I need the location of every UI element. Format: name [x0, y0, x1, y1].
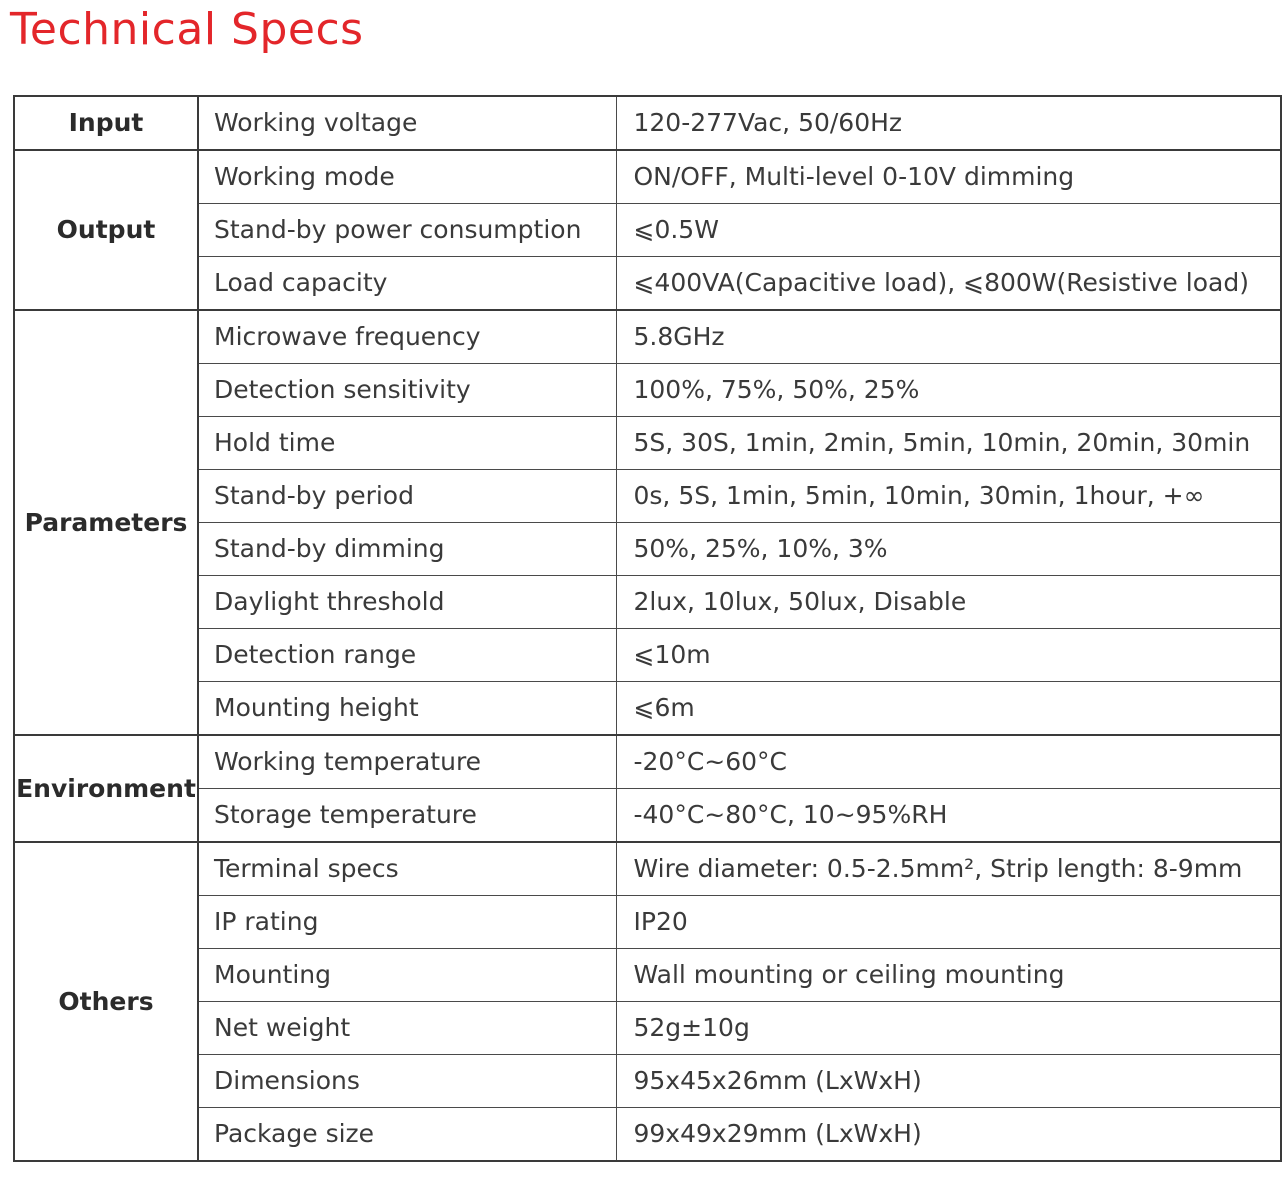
spec-parameter: Net weight — [198, 1002, 616, 1055]
group-label: Others — [14, 842, 198, 1161]
spec-parameter: Storage temperature — [198, 789, 616, 843]
table-row — [14, 257, 1281, 311]
group-label: Input — [14, 96, 198, 150]
spec-parameter: Load capacity — [198, 257, 616, 311]
spec-value: 2lux, 10lux, 50lux, Disable — [616, 576, 1281, 629]
specs-table-body — [14, 96, 1281, 1161]
page-title: Technical Specs — [10, 4, 364, 55]
spec-parameter: Working temperature — [198, 735, 616, 789]
spec-value: 5.8GHz — [616, 310, 1281, 364]
spec-parameter: Hold time — [198, 417, 616, 470]
spec-parameter: Detection range — [198, 629, 616, 682]
table-row — [14, 470, 1281, 523]
table-row — [14, 150, 1281, 204]
spec-parameter: Working voltage — [198, 96, 616, 150]
spec-parameter: Working mode — [198, 150, 616, 204]
table-row — [14, 1055, 1281, 1108]
spec-value: ON/OFF, Multi-level 0-10V dimming — [616, 150, 1281, 204]
spec-value: 0s, 5S, 1min, 5min, 10min, 30min, 1hour, +∞ — [616, 470, 1281, 523]
spec-value: 95x45x26mm (LxWxH) — [616, 1055, 1281, 1108]
spec-value: -40°C~80°C, 10~95%RH — [616, 789, 1281, 843]
spec-value: 99x49x29mm (LxWxH) — [616, 1108, 1281, 1162]
spec-value: -20°C~60°C — [616, 735, 1281, 789]
table-row — [14, 310, 1281, 364]
table-row — [14, 576, 1281, 629]
group-label: Parameters — [14, 310, 198, 735]
spec-parameter: Mounting height — [198, 682, 616, 736]
spec-parameter: Terminal specs — [198, 842, 616, 896]
spec-parameter: Detection sensitivity — [198, 364, 616, 417]
table-row — [14, 96, 1281, 150]
spec-parameter: IP rating — [198, 896, 616, 949]
group-label: Output — [14, 150, 198, 310]
spec-value: Wire diameter: 0.5-2.5mm², Strip length: 8-9mm — [616, 842, 1281, 896]
spec-parameter: Daylight threshold — [198, 576, 616, 629]
group-label: Environment — [14, 735, 198, 842]
spec-value: Wall mounting or ceiling mounting — [616, 949, 1281, 1002]
spec-value: 100%, 75%, 50%, 25% — [616, 364, 1281, 417]
specs-table — [13, 95, 1282, 1162]
spec-value: 5S, 30S, 1min, 2min, 5min, 10min, 20min, 30min — [616, 417, 1281, 470]
table-row — [14, 949, 1281, 1002]
table-row — [14, 417, 1281, 470]
spec-parameter: Microwave frequency — [198, 310, 616, 364]
table-row — [14, 682, 1281, 736]
spec-value: 50%, 25%, 10%, 3% — [616, 523, 1281, 576]
spec-parameter: Stand-by power consumption — [198, 204, 616, 257]
spec-value: ⩽10m — [616, 629, 1281, 682]
table-row — [14, 1002, 1281, 1055]
table-row — [14, 629, 1281, 682]
spec-value: 52g±10g — [616, 1002, 1281, 1055]
table-row — [14, 842, 1281, 896]
table-row — [14, 523, 1281, 576]
spec-value: ⩽6m — [616, 682, 1281, 736]
spec-parameter: Stand-by period — [198, 470, 616, 523]
spec-parameter: Stand-by dimming — [198, 523, 616, 576]
spec-value: ⩽400VA(Capacitive load), ⩽800W(Resistive load) — [616, 257, 1281, 311]
spec-value: IP20 — [616, 896, 1281, 949]
spec-parameter: Package size — [198, 1108, 616, 1162]
table-row — [14, 896, 1281, 949]
table-row — [14, 204, 1281, 257]
table-row — [14, 364, 1281, 417]
spec-value: 120-277Vac, 50/60Hz — [616, 96, 1281, 150]
spec-value: ⩽0.5W — [616, 204, 1281, 257]
table-row — [14, 789, 1281, 843]
spec-parameter: Dimensions — [198, 1055, 616, 1108]
spec-parameter: Mounting — [198, 949, 616, 1002]
table-row — [14, 1108, 1281, 1162]
table-row — [14, 735, 1281, 789]
